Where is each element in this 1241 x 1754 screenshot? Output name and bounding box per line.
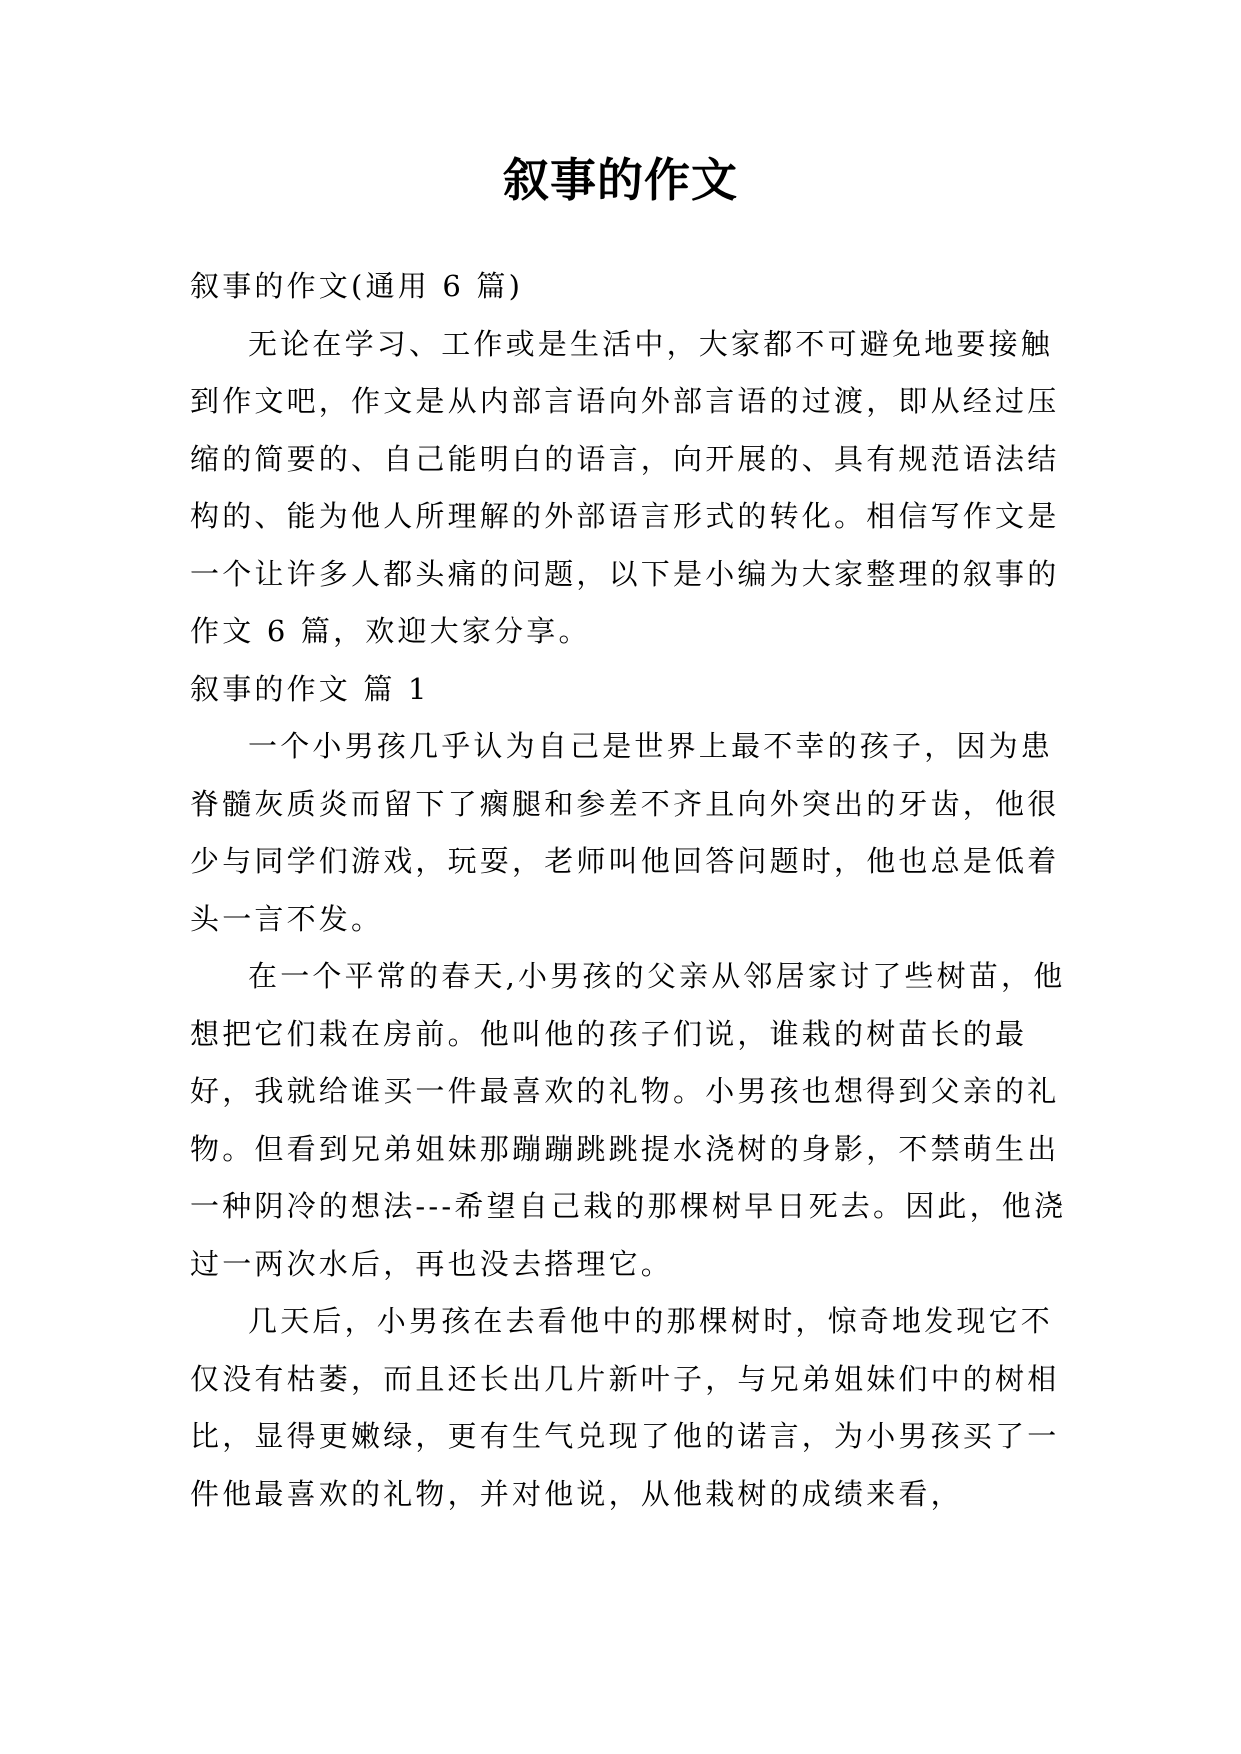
body-paragraph-2: 在一个平常的春天,小男孩的父亲从邻居家讨了些树苗，他想把它们栽在房前。他叫他的孩子们说，谁栽的树苗长的最好，我就给谁买一件最喜欢的礼物。小男孩也想得到父亲的礼物。但看到兄弟姐妹那蹦蹦跳跳提水浇树的身影，不禁萌生出一种阴冷的想法---希望自己栽的那棵树早日死去。因此，他浇过一两次水后，再也没去搭理它。 — [190, 959, 1067, 1281]
section-heading: 叙事的作文 篇 1 — [190, 671, 430, 706]
document-subtitle: 叙事的作文(通用 6 篇) — [190, 269, 524, 303]
intro-paragraph: 无论在学习、工作或是生活中，大家都不可避免地要接触到作文吧，作文是从内部言语向外部言语的过渡，即从经过压缩的简要的、自己能明白的语言，向开展的、具有规范语法结构的、能为他人所理解的外部语言形式的转化。相信写作文是一个让许多人都头痛的问题，以下是小编为大家整理的叙事的作文 6 篇，欢迎大家分享。 — [190, 326, 1060, 648]
body-paragraph-1: 一个小男孩几乎认为自己是世界上最不幸的孩子，因为患脊髓灰质炎而留下了瘸腿和参差不齐且向外突出的牙齿，他很少与同学们游戏，玩耍，老师叫他回答问题时，他也总是低着头一言不发。 — [190, 729, 1060, 936]
body-paragraph-3: 几天后，小男孩在去看他中的那棵树时，惊奇地发现它不仅没有枯萎，而且还长出几片新叶子，与兄弟姐妹们中的树相比，显得更嫩绿，更有生气兑现了他的诺言，为小男孩买了一件他最喜欢的礼物，并对他说，从他栽树的成绩来看， — [190, 1304, 1060, 1511]
document-title: 叙事的作文 — [503, 153, 738, 207]
document-body — [190, 258, 1070, 1523]
